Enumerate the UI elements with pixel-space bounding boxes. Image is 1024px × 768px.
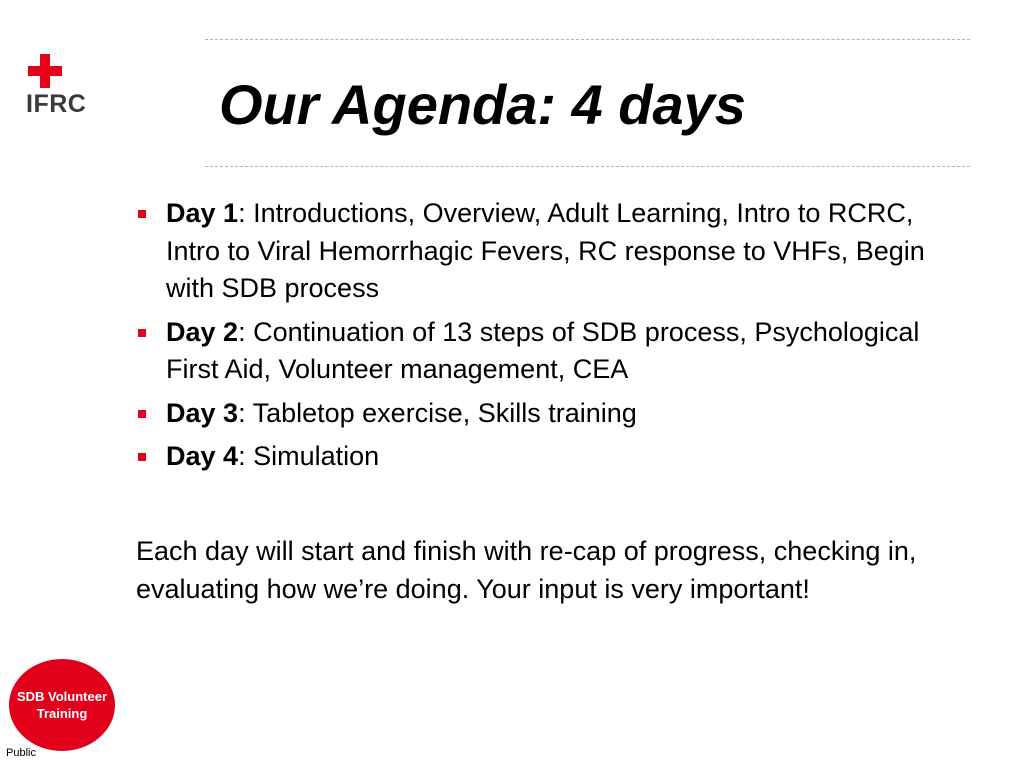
agenda-list [136, 195, 956, 482]
day-description: : Tabletop exercise, Skills training [238, 397, 637, 428]
bullet-icon [138, 453, 146, 461]
day-description: : Simulation [238, 441, 380, 471]
red-crescent [80, 55, 97, 88]
bullet-icon [138, 210, 146, 218]
top-divider [205, 39, 970, 40]
red-cross-red-crescent-icon [26, 54, 106, 90]
bottom-divider [205, 166, 970, 167]
bullet-icon [138, 329, 146, 337]
day-label: Day 4 [166, 441, 239, 471]
classification-label: Public [6, 747, 36, 759]
agenda-item-day-3 [136, 395, 956, 433]
day-label: Day 1 [166, 198, 239, 228]
day-description: : Introductions, Overview, Adult Learning, Intro to RCRC, Intro to Viral Hemorrhagic Fevers, RC response to VHFs, Begin with SDB process [166, 198, 925, 303]
day-description: : Continuation of 13 steps of SDB process, Psychological First Aid, Volunteer management, CEA [166, 316, 920, 384]
bullet-icon [138, 410, 146, 418]
training-badge [9, 659, 115, 751]
day-label: Day 3 [166, 397, 239, 428]
badge-text: SDB Volunteer Training [16, 689, 108, 721]
page-title: Our Agenda: 4 days [219, 73, 746, 136]
agenda-item-day-2 [136, 314, 956, 389]
agenda-item-day-4 [136, 438, 956, 476]
red-cross-horizontal [28, 66, 62, 76]
ifrc-logo [26, 54, 106, 120]
closing-note: Each day will start and finish with re-cap of progress, checking in, evaluating how we’re doing. Your input is very important! [136, 536, 917, 604]
agenda-item-day-1 [136, 195, 956, 308]
day-label: Day 2 [166, 316, 239, 347]
logo-text: IFRC [26, 90, 87, 118]
